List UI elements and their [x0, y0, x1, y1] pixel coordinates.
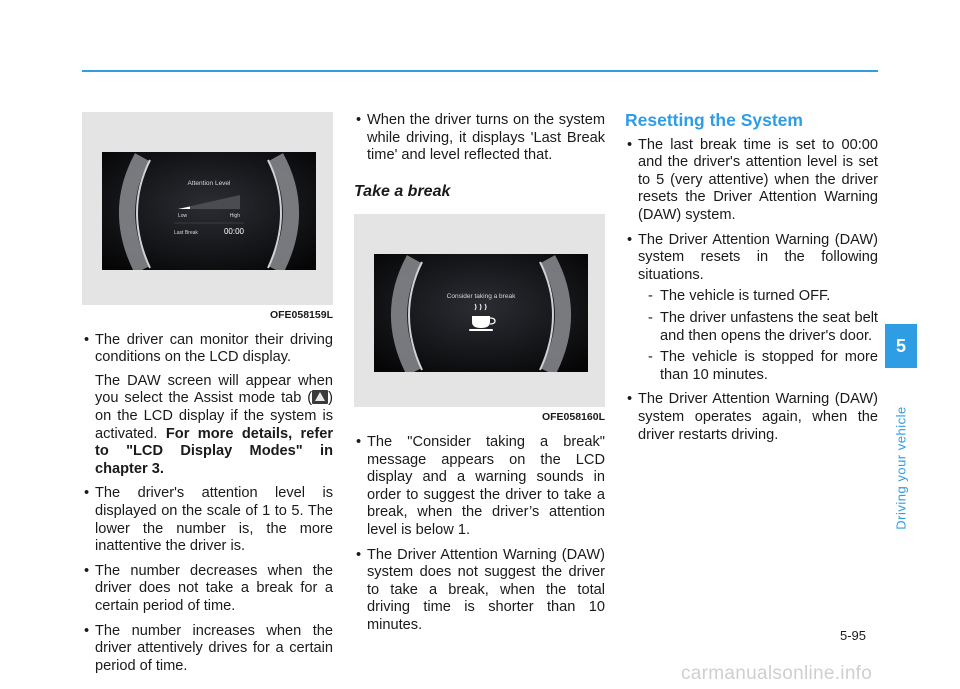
header-rule: [82, 70, 878, 72]
last-break-value: 00:00: [223, 227, 244, 236]
dash-item: - The vehicle is stopped for more than 10 minutes.: [638, 349, 878, 384]
lcd-screen: [374, 254, 588, 372]
page-number: 5-95: [840, 628, 867, 643]
paragraph: [95, 373, 333, 479]
cluster-graphic: [374, 254, 588, 372]
subheading: Take a break: [354, 182, 451, 200]
bullet-list: [354, 434, 605, 635]
column-3: [625, 112, 878, 444]
chapter-tab: 5: [885, 324, 917, 368]
lcd-screen: [102, 152, 316, 270]
bullet-text: The Driver Attention Warning (DAW) system resets in the following situations.: [638, 231, 878, 283]
list-item: • The number decreases when the driver does not take a break for a certain period of time.: [82, 563, 333, 616]
cluster-graphic: [102, 152, 316, 270]
dash-item: - The vehicle is turned OFF.: [638, 288, 878, 306]
screen-message: Consider taking a break: [446, 293, 516, 301]
list-item: • The last break time is set to 00:00 and the driver's attention level is set to 5 (very attentive) when the driver resets the Driver Attention Warning (DAW) system.: [625, 137, 878, 225]
figure-caption: OFE058160L: [541, 411, 605, 424]
assist-mode-tab-icon: [312, 390, 328, 404]
low-label: Low: [178, 213, 188, 219]
list-item: • The Driver Attention Warning (DAW) system does not suggest the driver to take a break, when the total driving time is shorter than 10 minutes.: [354, 547, 605, 635]
dash-item: - The driver unfastens the seat belt and then opens the driver's door.: [638, 310, 878, 345]
column-1: [82, 112, 333, 675]
bullet-list: [82, 332, 333, 676]
bullet-text: The driver can monitor their driving conditions on the LCD display.: [95, 331, 333, 366]
list-item: • The Driver Attention Warning (DAW) system operates again, when the driver restarts driving.: [625, 391, 878, 444]
bullet-list: [354, 112, 605, 165]
figure-attention-level: [82, 112, 333, 305]
chapter-label: Driving your vehicle: [893, 406, 909, 530]
watermark: carmanualsonline.info: [681, 663, 873, 684]
last-break-label: Last Break: [174, 230, 198, 236]
figure-caption: OFE058159L: [269, 309, 333, 321]
list-item: • When the driver turns on the system while driving, it displays 'Last Break time' and level reflected that.: [354, 112, 605, 165]
high-label: High: [229, 213, 240, 219]
list-item: • The "Consider taking a break" message appears on the LCD display and a warning sounds in order to suggest the driver to take a break, when the driver’s attention level is below 1.: [354, 434, 605, 540]
list-item: • The number increases when the driver attentively drives for a certain period of time.: [82, 623, 333, 676]
paragraph-text: The DAW screen will appear when you select the Assist mode tab (: [95, 372, 333, 407]
list-item: [625, 232, 878, 385]
column-2: [354, 112, 605, 635]
section-title: Resetting the System: [625, 110, 803, 130]
screen-title: Attention Level: [187, 180, 231, 187]
paragraph-text: ) on the LCD display if the system is activated.: [95, 390, 333, 442]
bullet-list: [625, 137, 878, 445]
reference-text: For more details, refer to "LCD Display Modes" in chapter 3.: [95, 425, 333, 477]
dash-list: [638, 288, 878, 384]
list-item: [82, 332, 333, 479]
figure-take-break: [354, 214, 605, 407]
list-item: • The driver's attention level is displayed on the scale of 1 to 5. The lower the number is, the more inattentive the driver is.: [82, 485, 333, 555]
